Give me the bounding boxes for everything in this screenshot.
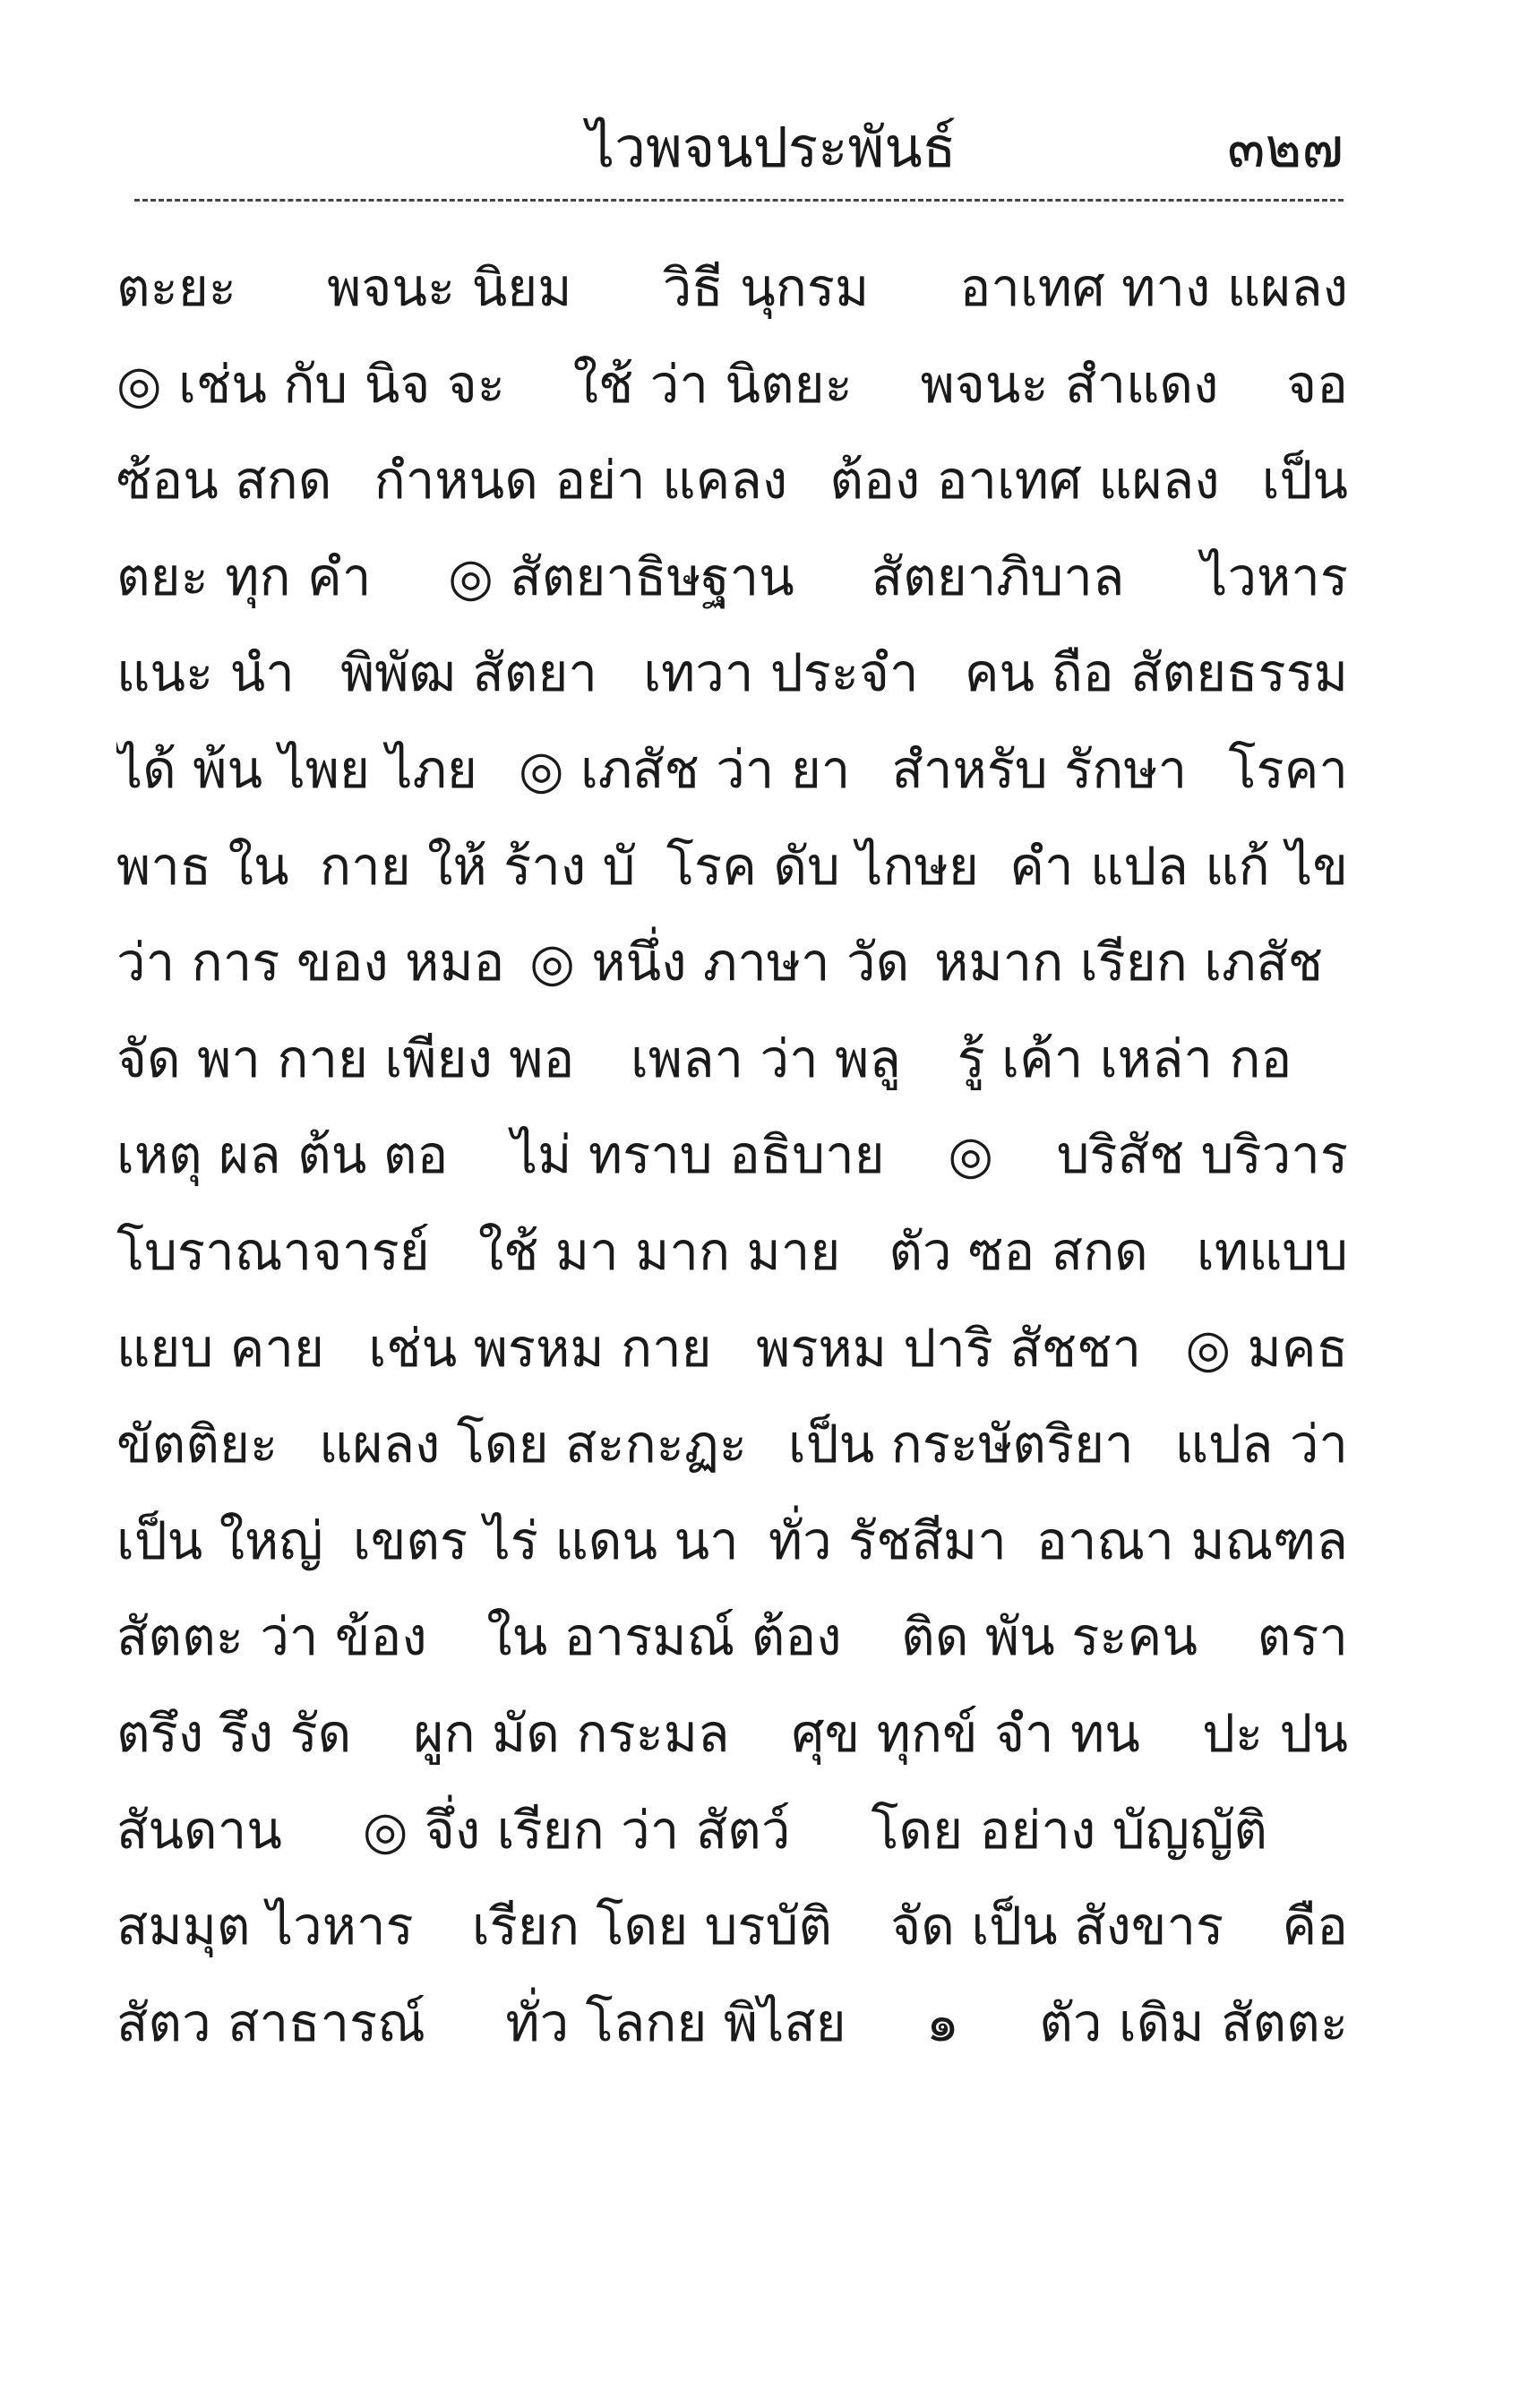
text-segment: เป็น	[1261, 450, 1348, 512]
text-segment: แปล ว่า	[1174, 1414, 1348, 1475]
text-segment: ติด พัน ระคน	[901, 1606, 1198, 1668]
text-line	[116, 433, 1348, 529]
text-segment: ◎ จึ่ง เรียก ว่า สัตว์	[362, 1799, 791, 1861]
text-segment: ◎ มคธ	[1185, 1317, 1348, 1379]
text-segment: ได้ พ้น ไพย ไภย	[116, 738, 477, 800]
running-title: ไวพจนประพันธ์	[587, 115, 957, 180]
text-line	[116, 1493, 1348, 1590]
text-segment: ตยะ ทุก คำ	[116, 546, 372, 607]
text-segment: เทแบบ	[1196, 1220, 1348, 1282]
text-segment: แนะ นำ	[116, 642, 295, 704]
text-segment: ตรึง รึง รัด	[116, 1702, 352, 1764]
text-segment: พิพัฒ สัตยา	[340, 642, 597, 704]
text-segment: เป็น ใหญ่	[116, 1509, 323, 1571]
text-line	[116, 529, 1348, 626]
text-segment: แผลง โดย สะกะฏะ	[319, 1414, 747, 1475]
text-segment: กาย ให้ ร้าง บั	[320, 835, 636, 897]
text-segment: ◎	[948, 1124, 993, 1186]
text-segment: คำ แปล แก้ ไข	[1009, 835, 1348, 897]
text-segment: พจนะ สำแดง	[920, 353, 1219, 415]
text-segment: เพลา ว่า พลู	[630, 1028, 901, 1089]
text-segment: ◎ หนึ่ง ภาษา วัด	[529, 932, 910, 993]
text-segment: สำหรับ รักษา	[891, 738, 1188, 800]
text-line	[116, 1686, 1348, 1783]
text-segment: ◎ เภสัช ว่า ยา	[518, 738, 851, 800]
text-segment: ไม่ ทราบ อธิบาย	[511, 1124, 885, 1186]
text-segment: จอ	[1286, 353, 1348, 415]
text-segment: โดย อย่าง บัญญัติ	[871, 1799, 1268, 1861]
text-segment: ทั่ว รัชสีมา	[768, 1509, 1007, 1571]
text-line	[116, 1783, 1348, 1879]
text-segment: สัตตะ ว่า ข้อง	[116, 1606, 427, 1668]
text-line	[116, 1011, 1348, 1108]
text-segment: เรียก โดย บรบัติ	[471, 1896, 833, 1957]
text-segment: บริสัช บริวาร	[1056, 1124, 1348, 1186]
text-segment: คน ถือ สัตยธรรม	[964, 642, 1348, 704]
page-number: ๓๒๗	[1227, 115, 1344, 180]
verse-body	[116, 240, 1348, 2071]
text-segment: สมมุต ไวหาร	[116, 1896, 414, 1957]
text-segment: เป็น กระษัตริยา	[787, 1414, 1134, 1475]
text-segment: จัด พา กาย เพียง พอ	[116, 1028, 575, 1089]
text-line	[116, 337, 1348, 434]
text-segment: หมาก เรียก เภสัช	[934, 932, 1324, 993]
text-segment: ใช้ ว่า นิตยะ	[572, 353, 853, 415]
text-segment: ทั่ว โลกย พิไสย	[505, 1991, 846, 2053]
text-line	[116, 625, 1348, 722]
text-line	[116, 915, 1348, 1011]
text-segment: กำหนด อย่า แคลง	[374, 450, 788, 512]
text-segment: ไวหาร	[1201, 546, 1348, 607]
text-segment: โรคา	[1228, 738, 1348, 800]
text-segment: อาณา มณฑล	[1036, 1509, 1348, 1571]
text-segment: โรค ดับ ไกษย	[665, 835, 979, 897]
text-segment: ว่า การ ของ หมอ	[116, 932, 505, 993]
text-line	[116, 1397, 1348, 1493]
text-segment: พรหม ปาริ สัชชา	[756, 1317, 1142, 1379]
page-header	[134, 108, 1344, 188]
text-line	[116, 240, 1348, 337]
text-segment: พจนะ นิยม	[327, 257, 572, 318]
text-segment: วิธี นุกรม	[662, 257, 870, 318]
text-line	[116, 1301, 1348, 1398]
text-segment: ใช้ มา มาก มาย	[477, 1220, 841, 1282]
text-segment: เช่น พรหม กาย	[368, 1317, 712, 1379]
text-segment: อาเทศ ทาง แผลง	[959, 257, 1348, 318]
text-segment: เหตุ ผล ต้น ตอ	[116, 1124, 449, 1186]
text-segment: ตรา	[1257, 1606, 1348, 1668]
header-divider	[134, 199, 1344, 202]
text-segment: สัตว สาธารณ์	[116, 1991, 425, 2053]
text-line	[116, 1975, 1348, 2072]
text-segment: ◎ สัตยาธิษฐาน	[448, 546, 794, 607]
text-segment: จัด เป็น สังขาร	[890, 1896, 1224, 1957]
text-segment: รู้ เค้า เหล่า กอ	[957, 1028, 1292, 1089]
text-line	[116, 1107, 1348, 1204]
text-segment: ปะ ปน	[1202, 1702, 1348, 1764]
text-line	[116, 1879, 1348, 1975]
text-segment: เขตร ไร่ แดน นา	[352, 1509, 739, 1571]
text-segment: สันดาน	[116, 1799, 282, 1861]
text-line	[116, 1204, 1348, 1301]
text-segment: คือ	[1282, 1896, 1348, 1957]
text-segment: ตัว ซอ สกด	[889, 1220, 1148, 1282]
text-segment: ตะยะ	[116, 257, 236, 318]
text-segment: ๑	[926, 1991, 959, 2053]
text-line	[116, 1589, 1348, 1686]
text-segment: ซ้อน สกด	[116, 450, 332, 512]
text-segment: ผูก มัด กระมล	[413, 1702, 730, 1764]
text-segment: สัตยาภิบาล	[871, 546, 1125, 607]
text-segment: แยบ คาย	[116, 1317, 324, 1379]
text-segment: พาธ ใน	[116, 835, 289, 897]
text-segment: โบราณาจารย์	[116, 1220, 430, 1282]
text-line	[116, 722, 1348, 819]
text-segment: ◎ เช่น กับ นิจ จะ	[116, 353, 505, 415]
text-segment: เทวา ประจำ	[643, 642, 919, 704]
text-segment: ตัว เดิม สัตตะ	[1039, 1991, 1348, 2053]
text-line	[116, 819, 1348, 916]
text-segment: ศุข ทุกข์ จำ ทน	[791, 1702, 1140, 1764]
text-segment: ใน อารมณ์ ต้อง	[486, 1606, 842, 1668]
text-segment: ขัตติยะ	[116, 1414, 279, 1475]
text-segment: ต้อง อาเทศ แผลง	[829, 450, 1220, 512]
